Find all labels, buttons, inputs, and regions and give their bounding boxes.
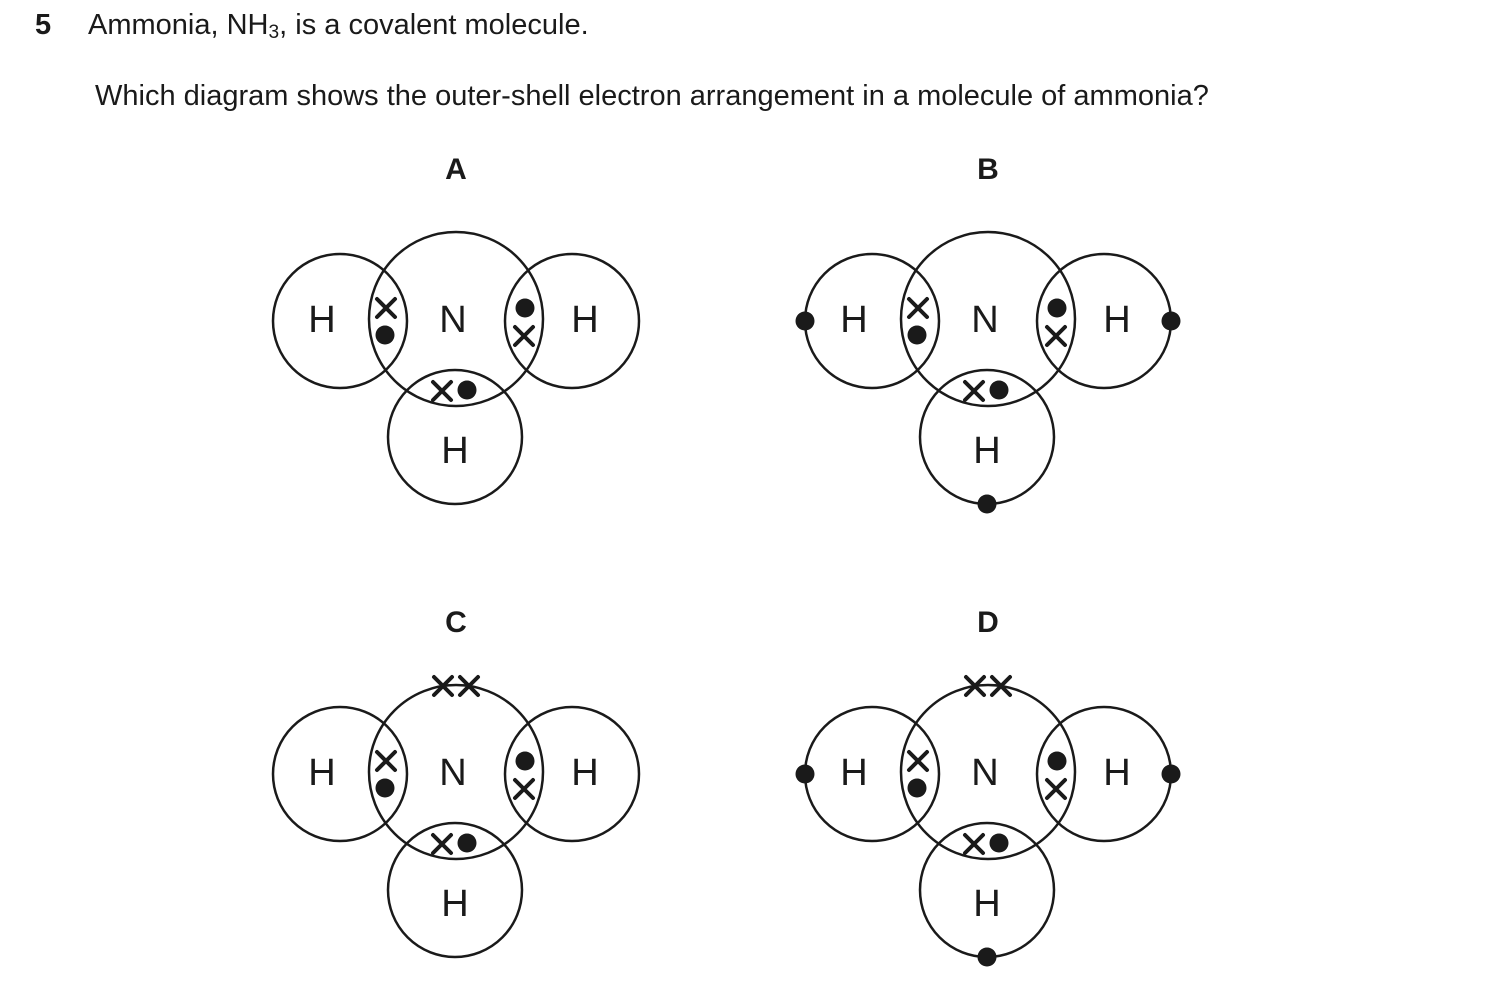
diagram-option-a xyxy=(226,140,686,540)
option-label: A xyxy=(445,153,467,186)
atom-label-hydrogen-bottom: H xyxy=(973,430,1001,472)
hydrogen-shell-circle-left xyxy=(805,254,939,388)
option-label: C xyxy=(445,606,467,639)
bonding-dot-bottom xyxy=(990,834,1009,853)
bonding-dot-bottom xyxy=(458,834,477,853)
diagram-option-c xyxy=(226,593,686,993)
bonding-dot-left xyxy=(908,779,927,798)
question-statement xyxy=(88,10,589,42)
atom-label-hydrogen-bottom: H xyxy=(441,430,469,472)
option-label: D xyxy=(977,606,999,639)
bonding-dot-bottom xyxy=(458,381,477,400)
bonding-dot-bottom xyxy=(990,381,1009,400)
unpaired-electron-dot-bottom xyxy=(978,495,997,514)
atom-label-hydrogen-left: H xyxy=(840,299,868,341)
statement-suffix: , is a covalent molecule. xyxy=(279,9,589,41)
atom-label-hydrogen-bottom: H xyxy=(441,883,469,925)
bonding-cross-bottom xyxy=(433,835,451,853)
bonding-cross-right xyxy=(1047,327,1065,345)
bonding-dot-right xyxy=(516,752,535,771)
bonding-dot-right xyxy=(1048,299,1067,318)
atom-label-nitrogen: N xyxy=(439,752,467,794)
atom-label-hydrogen-right: H xyxy=(1103,299,1131,341)
atom-label-hydrogen-left: H xyxy=(308,752,336,794)
bonding-cross-right xyxy=(1047,780,1065,798)
atom-label-hydrogen-left: H xyxy=(308,299,336,341)
option-label: B xyxy=(977,153,999,186)
bonding-cross-bottom xyxy=(433,382,451,400)
statement-prefix: Ammonia, NH xyxy=(88,9,269,41)
atom-label-hydrogen-left: H xyxy=(840,752,868,794)
unpaired-electron-dot-bottom xyxy=(978,948,997,967)
hydrogen-shell-circle-left xyxy=(273,254,407,388)
bonding-cross-right xyxy=(515,327,533,345)
hydrogen-shell-circle-left xyxy=(805,707,939,841)
diagram-option-d xyxy=(758,593,1218,993)
atom-label-nitrogen: N xyxy=(971,752,999,794)
atom-label-nitrogen: N xyxy=(439,299,467,341)
diagram-option-b xyxy=(758,140,1218,540)
atom-label-hydrogen-bottom: H xyxy=(973,883,1001,925)
unpaired-electron-dot-right xyxy=(1162,765,1181,784)
bonding-cross-left xyxy=(909,752,927,770)
bonding-dot-left xyxy=(376,779,395,798)
bonding-cross-left xyxy=(377,752,395,770)
question-number: 5 xyxy=(35,9,52,41)
hydrogen-shell-circle-left xyxy=(273,707,407,841)
formula-subscript: 3 xyxy=(268,22,280,44)
atom-label-hydrogen-right: H xyxy=(571,299,599,341)
unpaired-electron-dot-left xyxy=(796,765,815,784)
bonding-cross-left xyxy=(909,299,927,317)
bonding-cross-left xyxy=(377,299,395,317)
bonding-cross-bottom xyxy=(965,835,983,853)
bonding-dot-right xyxy=(516,299,535,318)
unpaired-electron-dot-right xyxy=(1162,312,1181,331)
atom-label-nitrogen: N xyxy=(971,299,999,341)
question-prompt: Which diagram shows the outer-shell electron arrangement in a molecule of ammonia? xyxy=(95,80,1209,112)
bonding-cross-right xyxy=(515,780,533,798)
bonding-dot-right xyxy=(1048,752,1067,771)
bonding-cross-bottom xyxy=(965,382,983,400)
atom-label-hydrogen-right: H xyxy=(571,752,599,794)
bonding-dot-left xyxy=(908,326,927,345)
unpaired-electron-dot-left xyxy=(796,312,815,331)
atom-label-hydrogen-right: H xyxy=(1103,752,1131,794)
bonding-dot-left xyxy=(376,326,395,345)
